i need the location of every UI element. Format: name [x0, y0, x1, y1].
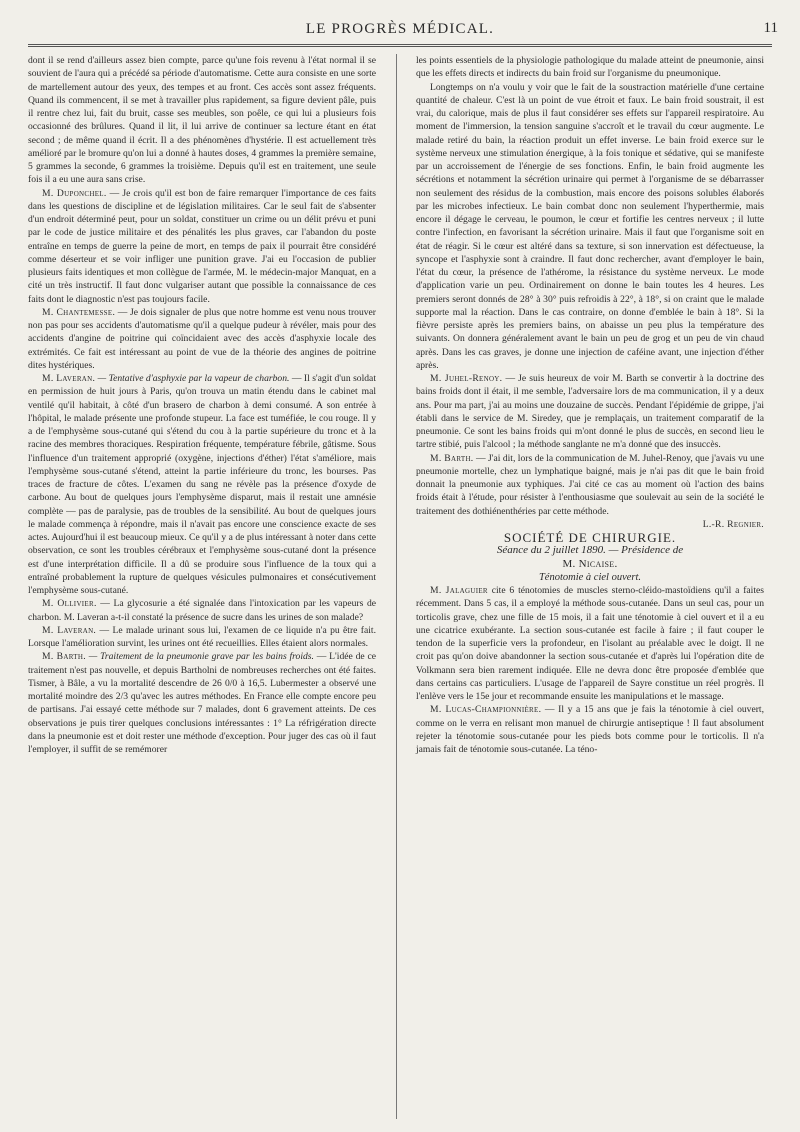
- paragraph: les points essentiels de la physiologie pathologique du malade atteint de pneumonie, ainsi que les effets directs et indirects du bain froid sur l'organisme du pneumonique.: [416, 55, 764, 80]
- speaker-name: M. Barth.: [430, 452, 474, 464]
- paragraph-text: — Il s'agit d'un soldat en permission de huit jours à Paris, qu'on trouva un matin étendu dans le cabinet mal ventilé qu'il habitait, à côté d'un brasero de charbon à demi consumé. A son entrée à l'hôpital, le malade présente une profonde stupeur. La face est tuméfiée, le cou rouge. Il y a de l'emphysème sous-cutané qui s'étend du cou à la partie supérieure du tronc et à la racine des membres thoraciques. Respiration fréquente, température fébrile, gâtisme. Sous l'influence d'un traitement approprié (oxygène, injections d'éther) l'état s'améliore, mais l'emphysème sous-cutané s'étend, atteint la partie inférieure du tronc, les bourses. Pas traces de fracture de côtes. L'examen du sang ne révèle pas la présence d'oxyde de carbone. Au bout de quelques jours l'emphysème disparut, mais il restait une amnésie complète — pas de paralysie, pas de troubles de la sensibilité. Au bout de quelques jours le malade commença à répondre, mais il n'avait pas encore une conscience exacte de ses actes. Aujourd'hui il est beaucoup mieux. Ce qu'il y a de plus intéressant à noter dans cette observation, ce sont les troubles cérébraux et l'emphysème sous-cutané dont la présence est d'une interprétation difficile. Il a dû se produire sous l'influence de la toux qui a entraîné probablement la rupture de quelques vésicules pulmonaires et consécutivement l'emphysème sous-cutané.: [28, 373, 376, 596]
- paragraph: [28, 306, 376, 372]
- paragraph: [416, 703, 764, 756]
- page-header: [0, 18, 800, 42]
- speaker-name: M. Laveran.: [42, 624, 97, 636]
- paragraph: [416, 452, 764, 532]
- section-title: SOCIÉTÉ DE CHIRURGIE.: [503, 530, 677, 545]
- communication-title: — Traitement de la pneumonie grave par les bains froids.: [85, 651, 314, 663]
- speaker-name: M. Ollivier.: [42, 598, 97, 610]
- paragraph: [416, 584, 764, 703]
- paragraph: [28, 624, 376, 651]
- right-column: [416, 54, 764, 756]
- paragraph-text: — Je crois qu'il est bon de faire remarquer l'importance de ces faits dans les questions de discipline et de législation militaires. Car le seul fait de s'absenter d'un endroit déterminé peut, pour un soldat, constituer un crime ou un délit prévu et puni par le code de justice militaire et des pénalités les plus graves, car l'abandon du poste entraîne en temps de guerre la peine de mort, en temps de paix il pourrait être considéré comme déserteur et se voir infliger une punition grave. J'ai eu l'occasion de publier plusieurs faits identiques et mon collègue de l'armée, M. le médecin-major Manquat, en a cité un très instructif. Il faut donc vulgariser autant que possible la connaissance de ces faits dont le diagnostic n'est pas toujours facile.: [28, 187, 376, 305]
- paragraph-text: — La glycosurie a été signalée dans l'intoxication par les vapeurs de charbon. M. Laveran a-t-il constaté la présence de sucre dans les urines de son malade?: [28, 598, 376, 623]
- page-number: 11: [763, 20, 778, 36]
- paragraph: [28, 650, 376, 756]
- paragraph-text: — Je dois signaler de plus que notre homme est venu nous trouver non pas pour ses accidents d'automatisme qu'il a quelque pudeur à révéler, mais pour des accidents d'angine de poitrine qui coïncidaient avec des accès d'asphyxie locale des extrémités. Ce fait est intéressant au point de vue de la théorie des angines de poitrine dites hystériques.: [28, 306, 376, 371]
- speaker-name: M. Lucas-Championnière.: [430, 704, 542, 716]
- speaker-name: M. Juhel-Renoy.: [430, 373, 503, 384]
- paragraph-text: — Il y a 15 ans que je fais la ténotomie à ciel ouvert, comme on le verra en relisant mon manuel de chirurgie antiseptique ! Il faut absolument rejeter la ténotomie sous-cutanée pour les pieds bots comme pour le torticolis. Il n'a jamais fait de ténotomie sous-cutanée. La téno-: [416, 704, 764, 755]
- paragraph-text: — L'idée de ce traitement n'est pas nouvelle, et depuis Bartholni de nombreuses recherches ont été faites. Tismer, à Bâle, a vu la mortalité descendre de 26 0/0 à 16,5. Lubermester a observé une mortalité moindre des 2/3 qu'avec les autres méthodes. En France elle compte encore peu de partisans. J'ai essayé cette méthode sur 7 malades, dont 6 gravement atteints. De ces observations je puis tirer quelques conclusions intéressantes : 1° La réfrigération directe dans la pneumonie est et doit rester une méthode d'exception. Pour juger des cas où il faut l'employer, il suffit de se remémorer: [28, 651, 376, 755]
- column-divider: [396, 54, 397, 1119]
- session-line: Séance du 2 juillet 1890. — Présidence de: [496, 544, 684, 557]
- paragraph-text: cite 6 ténotomies de muscles sterno-cléido-mastoïdiens qu'il a faites récemment. Dans 5 cas, il a employé la méthode sous-cutanée. Dans un seul cas, pour un torticolis grave, chez une fille de 15 mois, il a fait une ténotomie à ciel ouvert et il a eu une cicatrice exubérante. La section sous-cutanée est facile à faire ; il faut couper le tendon de la superficie vers la profondeur, en l'isolant au préalable avec le doigt. Il ne croit pas qu'on doive abandonner la section sous-cutanée et d'après lui l'opération dite de Volkmann sera bien rarement indiquée. Elle ne devra donc être proposée d'emblée que dans certains cas particuliers. L'usage de l'appareil de Sayre constitue un réel progrès. Il l'enlève vers le 15e jour et recommande ensuite les manipulations et le massage.: [416, 585, 765, 702]
- paragraph-text: — J'ai dit, lors de la communication de M. Juhel-Renoy, que j'avais vu une pneumonie mortelle, chez un lymphatique baigné, mais je n'ai pas dit que le bain froid donnait la pneumonie aux typhiques. J'ai cité ce cas au moment où l'action des bains froids était à l'étude, pour résister à l'enthousiasme que soulevait au sein de la société le traitement des dothiénenthéries par cette méthode.: [416, 452, 764, 517]
- communication-title: — Tentative d'asphyxie par la vapeur de charbon.: [95, 373, 290, 384]
- speaker-name: M. Duponchel.: [42, 187, 107, 199]
- paragraph: [28, 187, 376, 306]
- left-column: [28, 54, 376, 756]
- paragraph-text: — Le malade urinant sous lui, l'examen de ce liquide n'a pu être fait. Lorsque l'amélioration survint, les urines ont été recueillies. Elles étaient alors normales.: [28, 624, 376, 649]
- paragraph: Longtemps on n'a voulu y voir que le fait de la soustraction matérielle d'une certaine quantité de chaleur. C'est là un point de vue étroit et faux. Le bain froid soustrait, il est vrai, du calorique, mais de plus il faut considérer ses effets sur l'appareil respiratoire. Au moment de l'immersion, la tension sanguine s'accroît et le travail du cœur augmente. Le malade retiré du bain, la réaction produit un effet inverse. Le bain froid exerce sur le système nerveux une stimulation énergique, à la fois tonique et sédative, qui se manifeste par un accroissement de l'énergie de ses fonctions. Enfin, le bain froid augmente les sécrétions et notamment la sécrétion urinaire qui permet à l'organisme de se débarrasser non seulement des résidus de la combustion, mais encore des poisons solubles élaborés par les microbes infectieux. Le bain combat donc non seulement l'hyperthermie, mais encore il dégage le cerveau, le poumon, le cœur et fortifie les centres nerveux ; il lutte contre l'infection, en favorisant la sécrétion urinaire. Mais il faut que l'organisme soit en état de réagir. Si le cœur est altéré dans sa texture, si son innervation est défectueuse, la syncope et l'asphyxie sont à craindre. Il faut donc rechercher, avant d'employer le bain, l'état du cœur, la présence de l'athérome, la résistance du système nerveux. Le mode d'application varie un peu. Ordinairement on donne le bain toutes les 4 heures. Les premiers seront donnés de 28° à 30° puis refroidis à 22°, à 18°, si on craint que le malade supporte mal la réaction. Dans le cas contraire, on donne d'emblée le bain à 18°. Si la fièvre persiste après les premiers bains, on abaisse un peu plus la température des suivants. On donnera généralement avant le bain un peu de grog et un peu de vin chaud après. Dans les cas graves, je donne une injection de caféine avant, une injection d'éther après.: [416, 81, 764, 371]
- communication-subtitle: Ténotomie à ciel ouvert.: [538, 571, 642, 583]
- speaker-name: M. Barth.: [42, 651, 86, 663]
- speaker-name: M. Laveran.: [42, 373, 96, 384]
- paragraph: [416, 372, 764, 452]
- speaker-name: M. Chantemesse.: [42, 306, 116, 318]
- running-title: LE PROGRÈS MÉDICAL.: [305, 21, 495, 37]
- header-rule: [28, 44, 772, 47]
- paragraph: [28, 372, 376, 597]
- paragraph: dont il se rend d'ailleurs assez bien compte, parce qu'une fois revenu à l'état normal il se souvient de l'aura qui a précédé sa période d'automatisme. Cette aura consiste en une sorte de martellement autour des yeux, des tempes et au front. Ces accès sont assez fréquents. Quand ils commencent, il se met à travailler plus rapidement, sa figure devient pâle, puis il rentre chez lui, fait du bruit, casse ses meubles, son poêle, ce qui lui a plusieurs fois occasionné des brûlures. Quand il lit, il lui arrive de continuer sa lecture étant en état second ; de même quand il écrit. Il a des phénomènes d'hystérie. Il est actuellement très amélioré par le bromure qu'on lui a donné à hautes doses, 4 grammes la première semaine, 5 grammes la seconde, 6 grammes la troisième. Depuis qu'il est en traitement, une seule fois il a eu une aura sans crise.: [28, 55, 376, 186]
- paragraph: [28, 597, 376, 624]
- author-signature: L.-R. Regnier.: [702, 518, 764, 530]
- session-president: M. Nicaise.: [562, 557, 618, 570]
- paragraph-text: — Je suis heureux de voir M. Barth se convertir à la doctrine des bains froids dont il était, il me semble, l'adversaire lors de ma communication, il y a deux ans. Pour ma part, j'ai au moins une douzaine de succès. Pendant l'épidémie de grippe, j'ai établi dans le service de M. Siredey, que je remplaçais, un traitement comparatif de la pneumonie. Ce sont les bains froids qui m'ont donné le plus de succès, en second lieu le tartre stibié, puis l'alcool ; la méthode sanglante ne m'a donné que des insuccès.: [416, 373, 764, 451]
- speaker-name: M. Jalaguier: [430, 585, 488, 596]
